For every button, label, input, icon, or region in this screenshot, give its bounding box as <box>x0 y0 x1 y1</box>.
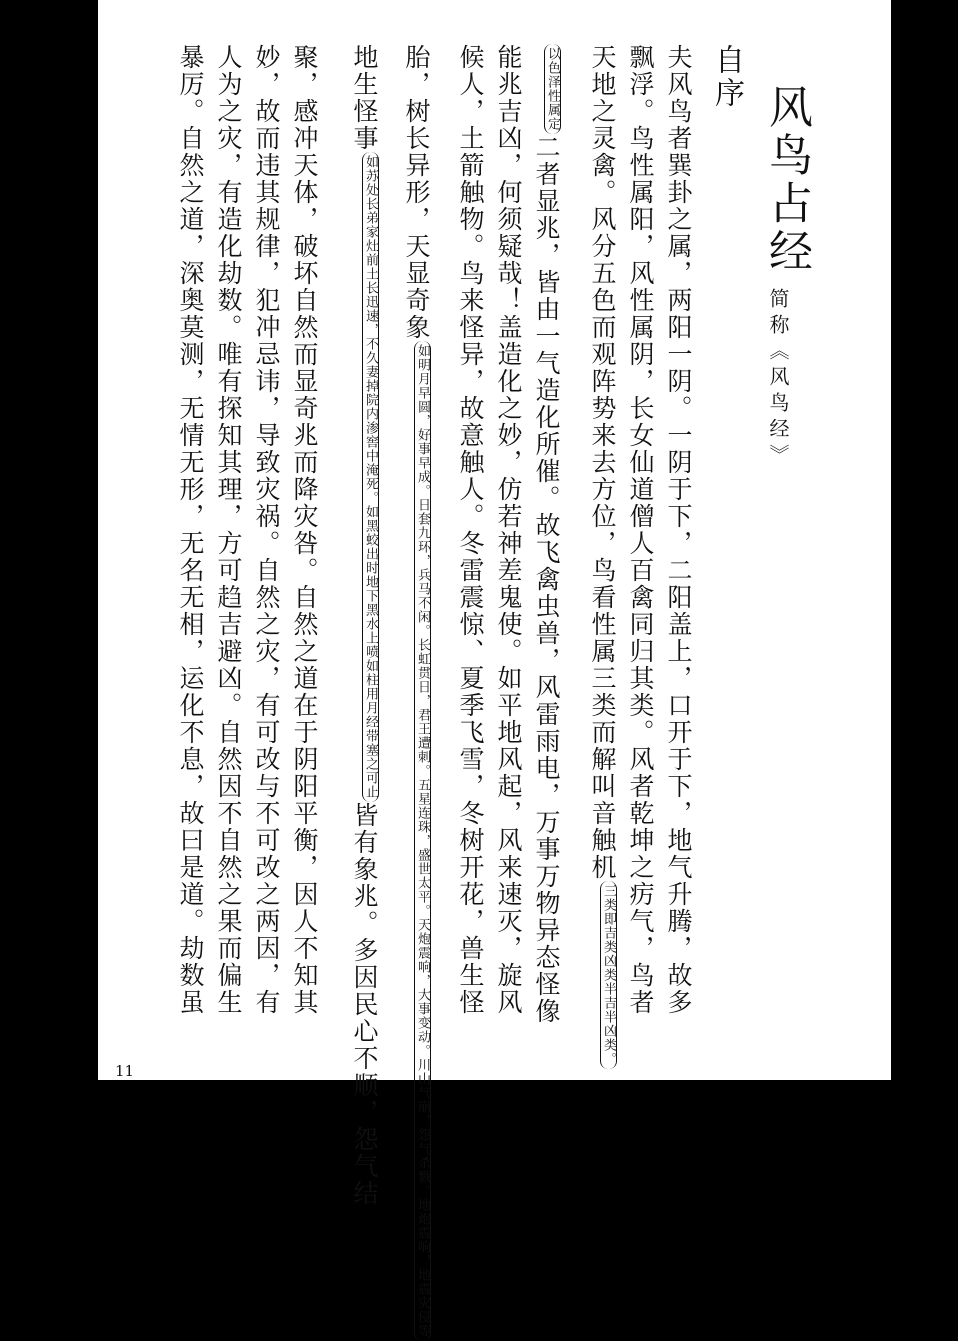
text-column <box>352 44 379 1207</box>
column-text: 地生怪事 <box>350 44 379 152</box>
column-text: 候人，土箭触物。鸟来怪异，故意触人。冬雷震惊、夏季飞雪，冬树开花，兽生怪 <box>456 44 485 1016</box>
section-heading: 自序 <box>709 44 744 110</box>
text-column <box>628 44 653 1016</box>
text-column <box>458 44 483 1016</box>
column-text: 天地之灵禽。风分五色而观阵势来去方位，鸟看性属三类而解叫音触机 <box>588 44 617 881</box>
column-text: 夫风鸟者巽卦之属，两阳一阴。一阴于下，二阳盖上，口开于下，地气升腾，故多 <box>664 44 693 1016</box>
text-column <box>254 44 279 1016</box>
column-text: 皆有象兆。多因民心不顺，怨气结 <box>350 802 379 1207</box>
column-text: 飘浮。鸟性属阳，风性属阴，长女仙道僧人百禽同归其类。风者乾坤之疠气，鸟者 <box>626 44 655 1016</box>
book-page <box>98 0 891 1338</box>
page-number: 11 <box>115 1062 135 1080</box>
text-column <box>534 44 561 1025</box>
book-subtitle: 简称《风鸟经》 <box>766 288 790 470</box>
book-title: 风鸟占经 <box>761 84 812 276</box>
text-column <box>404 44 431 1341</box>
column-text: 妙，故而违其规律，犯冲忌讳，导致灾祸。自然之灾，有可改与不可改之两因，有 <box>252 44 281 1016</box>
annotation: 三类即吉类凶类半吉半凶类。 <box>600 881 617 1069</box>
column-text: 二者显兆，皆由一气造化所催。故飞禽虫兽，风雷雨电，万事万物异态怪像 <box>532 134 561 1025</box>
annotation: 以色泽性属定 <box>544 44 561 134</box>
column-text: 聚，感冲天体，破坏自然而显奇兆而降灾咎。自然之道在于阴阳平衡，因人不知其 <box>290 44 319 1016</box>
column-text: 胎，树长异形，天显奇象 <box>402 44 431 341</box>
text-column <box>292 44 317 1016</box>
annotation: 如明月早圆，好事早成。日套九环，兵马不闲。长虹贯日，君王遭刺。五星连珠，盛世太平。天炮震响，大事变动。川山气崩，怨气杀戮。地炮震响，地震灾侵等 <box>414 341 431 1341</box>
column-text: 暴厉。自然之道，深奥莫测，无情无形，无名无相，运化不息，故曰是道。劫数虽 <box>176 44 205 1016</box>
column-text: 人为之灾，有造化劫数。唯有探知其理，方可趋吉避凶。自然因不自然之果而偏生 <box>214 44 243 1016</box>
text-column <box>590 44 617 1069</box>
text-column <box>178 44 203 1016</box>
text-column <box>496 44 521 1016</box>
column-text: 能兆吉凶，何须疑哉！盖造化之妙，仿若神差鬼使。如平地风起，风来速灭，旋风 <box>494 44 523 1016</box>
text-column <box>666 44 691 1016</box>
annotation: 如苏处长弟家灶前土长迅速，不久妻掉院内渗窖中淹死。如黑蛟出时地下黑水上喷如柱用月经带塞之可止 <box>362 152 379 802</box>
text-column <box>216 44 241 1016</box>
